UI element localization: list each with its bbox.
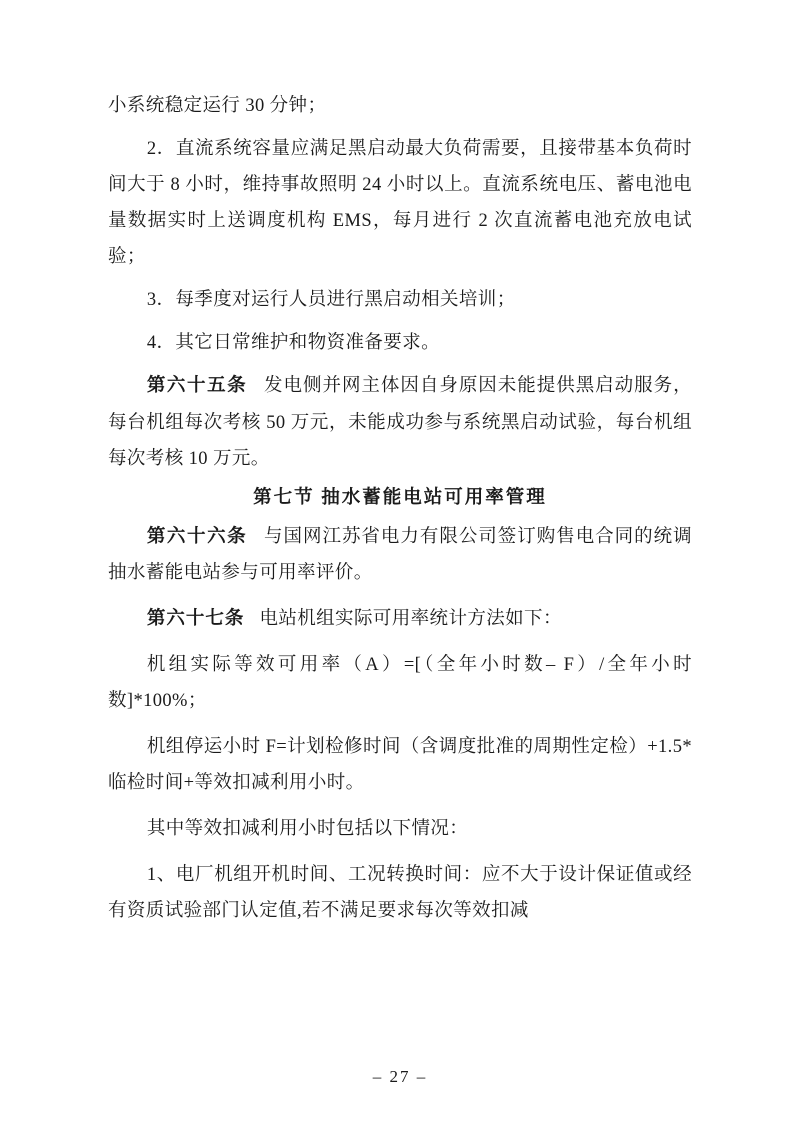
spacer [108, 719, 692, 729]
spacer [108, 801, 692, 811]
list-item-1: 1、电厂机组开机时间、工况转换时间：应不大于设计保证值或经有资质试验部门认定值,若不满足要求每次等效扣减 [108, 865, 692, 922]
article-66-text: 与国网江苏省电力有限公司签订购售电合同的统调抽水蓄能电站参与可用率评价。 [108, 526, 692, 583]
article-67-text: 电站机组实际可用率统计方法如下： [259, 608, 562, 629]
article-67 [108, 601, 692, 637]
formula-outage-hours: 机组停运小时 F=计划检修时间（含调度批准的周期性定检）+1.5*临检时间+等效扣减利用小时。 [108, 737, 692, 794]
article-65 [108, 368, 692, 476]
paragraph-equivalent-deduction-intro: 其中等效扣减利用小时包括以下情况： [146, 819, 469, 840]
article-65-text: 发电侧并网主体因自身原因未能提供黑启动服务，每台机组每次考核 50 万元，未能成功参与系统黑启动试验，每台机组每次考核 10 万元。 [108, 376, 692, 469]
page-number: – 27 – [372, 1067, 428, 1086]
spacer [108, 361, 692, 368]
numbered-item-3: 3．每季度对运行人员进行黑启动相关培训； [146, 290, 516, 311]
paragraph-continuation: 小系统稳定运行 30 分钟； [108, 96, 327, 116]
document-body [108, 88, 692, 929]
spacer [108, 847, 692, 857]
spacer [108, 591, 692, 601]
numbered-item-4: 4．其它日常维护和物资准备要求。 [146, 333, 440, 354]
section-title-7-text: 第七节 抽水蓄能电站可用率管理 [253, 487, 547, 508]
article-67-heading: 第六十七条 [146, 608, 245, 629]
spacer [108, 124, 692, 131]
article-66 [108, 519, 692, 591]
section-title-7 [108, 480, 692, 516]
spacer [108, 318, 692, 325]
spacer [108, 275, 692, 282]
numbered-item-2: 2．直流系统容量应满足黑启动最大负荷需要，且接带基本负荷时间大于 8 小时，维持事故照明 24 小时以上。直流系统电压、蓄电池电量数据实时上送调度机构 EMS，每月进行 2 次直流蓄电池充放电试验； [108, 139, 692, 268]
spacer [108, 637, 692, 647]
article-66-heading: 第六十六条 [146, 526, 248, 547]
article-65-heading: 第六十五条 [146, 376, 248, 397]
formula-availability-rate: 机组实际等效可用率（A）=[（全年小时数– F）/全年小时数]*100%； [108, 654, 692, 711]
